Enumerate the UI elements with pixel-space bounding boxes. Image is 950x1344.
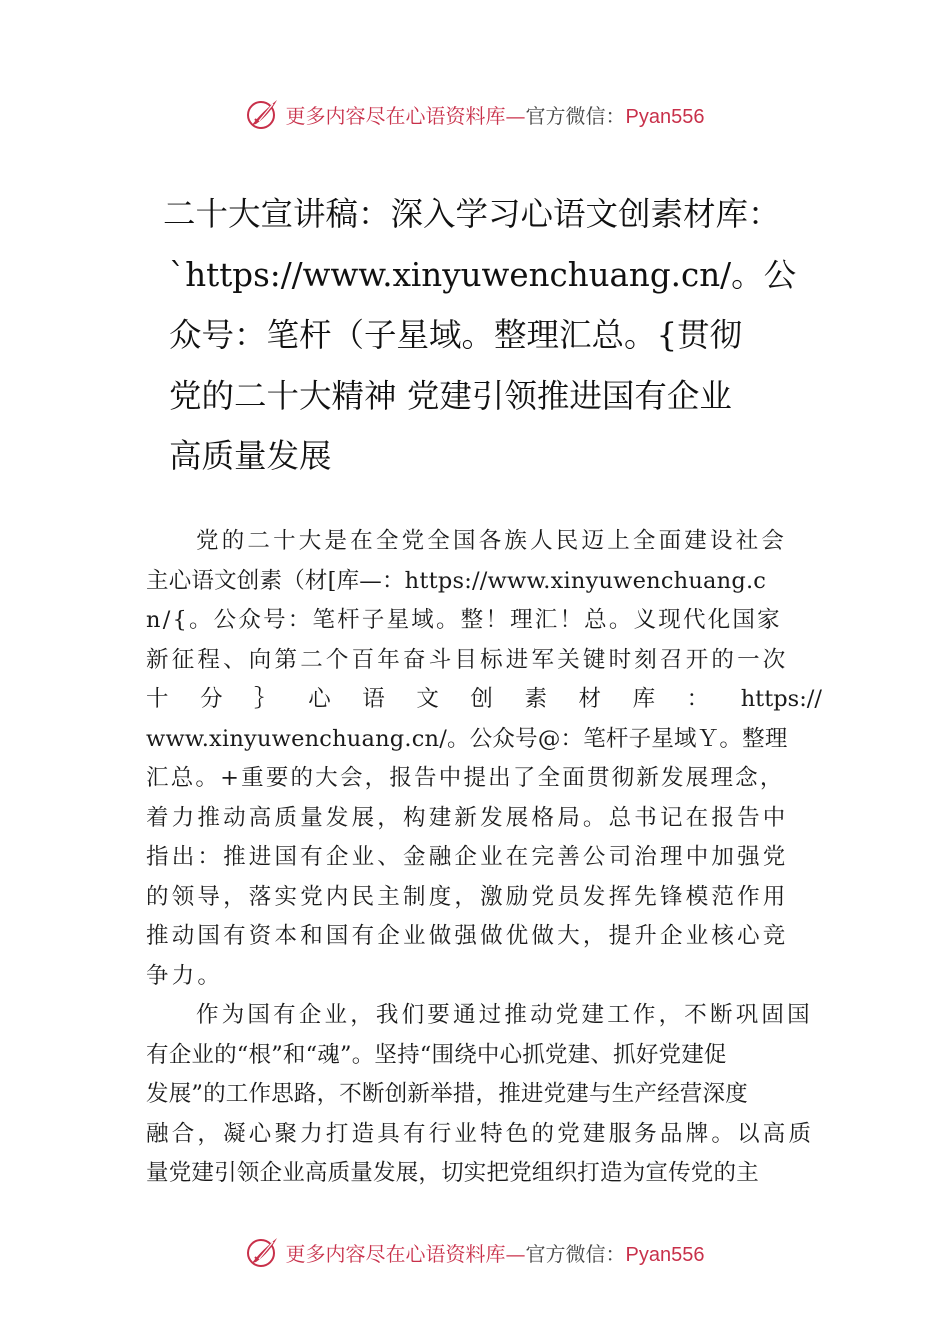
spread-char: ｝ [254, 686, 277, 712]
banner-dash: — [505, 103, 526, 128]
header-banner [0, 92, 950, 136]
spread-char: 文 [416, 686, 439, 712]
body-line: 发展”的工作思路，不断创新举措，推进党建与生产经营深度 [146, 1081, 748, 1107]
spread-char: 语 [362, 686, 385, 712]
body-line: 汇总。+重要的大会，报告中提出了全面贯彻新发展理念， [146, 765, 785, 791]
spread-char: 创 [470, 686, 493, 712]
body-line: 量党建引领企业高质量发展，切实把党组织打造为宣传党的主 [146, 1160, 759, 1186]
title-line: 二十大宣讲稿：深入学习心语文创素材库： [163, 195, 781, 233]
feather-pen-logo-icon [246, 1235, 280, 1269]
body-line: 着力推动高质量发展，构建新发展格局。总书记在报告中 [146, 804, 789, 831]
banner-main-text: 更多内容尽在心语资料库 [285, 103, 506, 128]
title-line: `https://www.xinyuwenchuang.cn/。公 [169, 255, 797, 294]
banner-text [286, 100, 705, 129]
banner-official-label: 官方微信： [525, 103, 626, 128]
body-line: 争力。 [146, 962, 224, 989]
banner-main-text: 更多内容尽在心语资料库 [285, 1241, 506, 1266]
body-line: n/{。公众号：笔杆子星域。整！理汇！总。义现代化国家 [146, 607, 782, 633]
spread-char: ： [686, 686, 710, 712]
paragraph-1 [146, 522, 822, 996]
spread-char: 心 [308, 686, 331, 712]
spread-char: 十 [146, 686, 169, 712]
title-line: 党的二十大精神 党建引领推进国有企业 [169, 376, 732, 415]
title-line: 高质量发展 [169, 437, 332, 475]
body-line: www.xinyuwenchuang.cn/。公众号@：笔杆子星域Ｙ。整理 [146, 725, 788, 752]
banner-text [286, 1238, 705, 1267]
spread-char: 库 [632, 686, 656, 712]
footer-banner [0, 1230, 950, 1274]
banner-wechat-id: Pyan556 [625, 105, 705, 128]
body-line: 有企业的“根”和“魂”。坚持“围绕中心抓党建、抓好党建促 [146, 1041, 727, 1068]
body-line: 党的二十大是在全党全国各族人民迈上全面建设社会 [196, 528, 788, 554]
paragraph-2 [146, 996, 822, 1194]
document-body [146, 522, 822, 1194]
spread-char: https:// [740, 686, 822, 712]
body-line: 新征程、向第二个百年奋斗目标进军关键时刻召开的一次 [146, 646, 789, 673]
banner-dash: — [505, 1241, 526, 1266]
body-line: 的领导，落实党内民主制度，激励党员发挥先锋模范作用 [146, 883, 789, 910]
spread-char: 材 [578, 686, 602, 712]
spread-char: 分 [200, 686, 223, 712]
spread-char: 素 [524, 686, 547, 712]
body-line: 推动国有资本和国有企业做强做优做大，提升企业核心竞 [146, 923, 789, 949]
body-line: 作为国有企业，我们要通过推动党建工作，不断巩固国 [196, 1002, 813, 1028]
banner-official-label: 官方微信： [525, 1241, 626, 1266]
body-line-spread [146, 680, 822, 720]
document-title [163, 184, 823, 487]
body-line: 融合，凝心聚力打造具有行业特色的党建服务品牌。以高质 [146, 1120, 815, 1147]
title-line: 众号：笔杆（子星域。整理汇总。{贯彻 [169, 316, 743, 354]
body-line: 指出：推进国有企业、金融企业在完善公司治理中加强党 [146, 844, 789, 870]
body-line: 主心语文创素（材[库—：https://www.xinyuwenchuang.c [146, 567, 767, 594]
banner-wechat-id: Pyan556 [625, 1243, 705, 1266]
feather-pen-logo-icon [246, 97, 280, 131]
